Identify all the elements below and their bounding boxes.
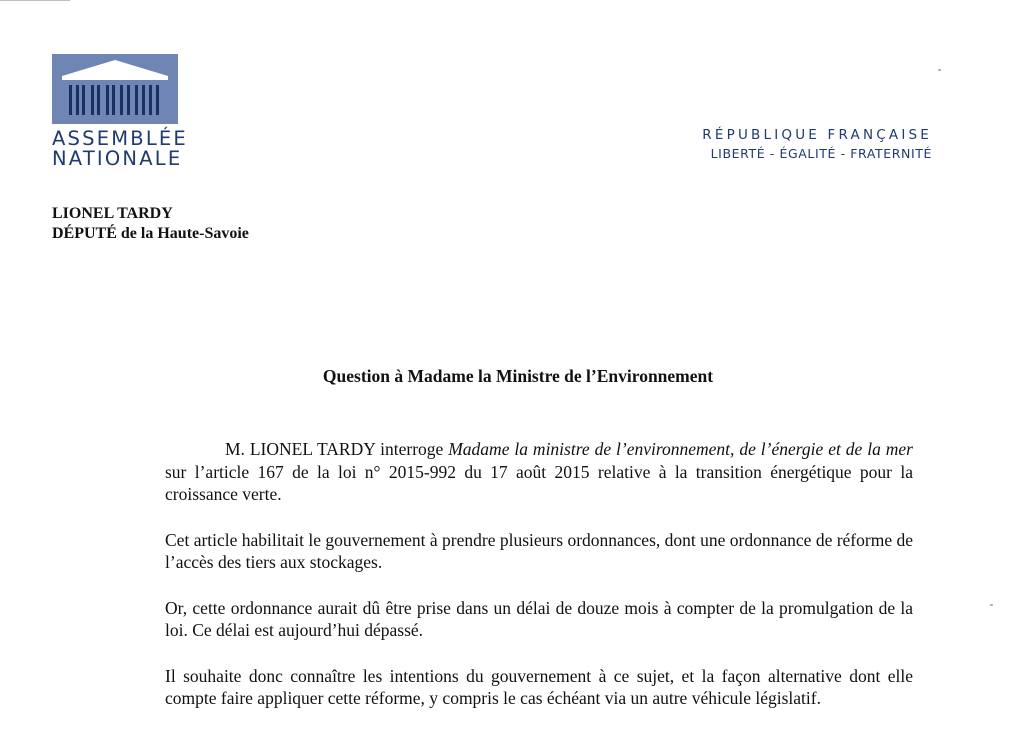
logo-line-1: ASSEMBLÉE xyxy=(52,127,188,150)
devise: LIBERTÉ - ÉGALITÉ - FRATERNITÉ xyxy=(710,146,932,161)
question-body xyxy=(165,438,913,733)
scan-speck xyxy=(938,69,941,71)
scan-speck xyxy=(990,604,993,606)
logo-wordmark xyxy=(52,127,188,170)
ministre-title: Madame la ministre de l’environnement, de l’énergie et de la mer xyxy=(448,439,913,459)
paragraph-1-end: sur l’article 167 de la loi n° 2015-992 du 17 août 2015 relative à la transition énergétique pour la croissance verte. xyxy=(165,461,913,504)
assemblee-nationale-logo xyxy=(52,54,188,170)
author-name: LIONEL TARDY xyxy=(52,205,173,222)
paragraph-1-start: M. LIONEL TARDY interroge xyxy=(225,439,449,459)
author-block xyxy=(52,204,249,244)
question-title: Question à Madame la Ministre de l’Environnement xyxy=(322,366,714,386)
assemblee-nationale-building-icon xyxy=(52,54,178,124)
paragraph-1 xyxy=(165,438,913,506)
logo-line-2: NATIONALE xyxy=(52,147,183,170)
paragraph-2: Cet article habilitait le gouvernement à prendre plusieurs ordonnances, dont une ordonnance de réforme de l’accès des tiers aux stockages. xyxy=(165,529,913,572)
paragraph-3: Or, cette ordonnance aurait dû être prise dans un délai de douze mois à compter de la promulgation de la loi. Ce délai est aujourd’hui dépassé. xyxy=(165,597,913,640)
author-title: DÉPUTÉ de la Haute-Savoie xyxy=(52,225,249,242)
paragraph-4: Il souhaite donc connaître les intentions du gouvernement à ce sujet, et la façon alternative dont elle compte faire appliquer cette réforme, y compris le cas échéant via un autre véhicule législatif. xyxy=(165,665,913,708)
republique-francaise: RÉPUBLIQUE FRANÇAISE xyxy=(702,127,932,143)
republique-header xyxy=(702,126,932,164)
scan-edge-line xyxy=(0,0,70,1)
